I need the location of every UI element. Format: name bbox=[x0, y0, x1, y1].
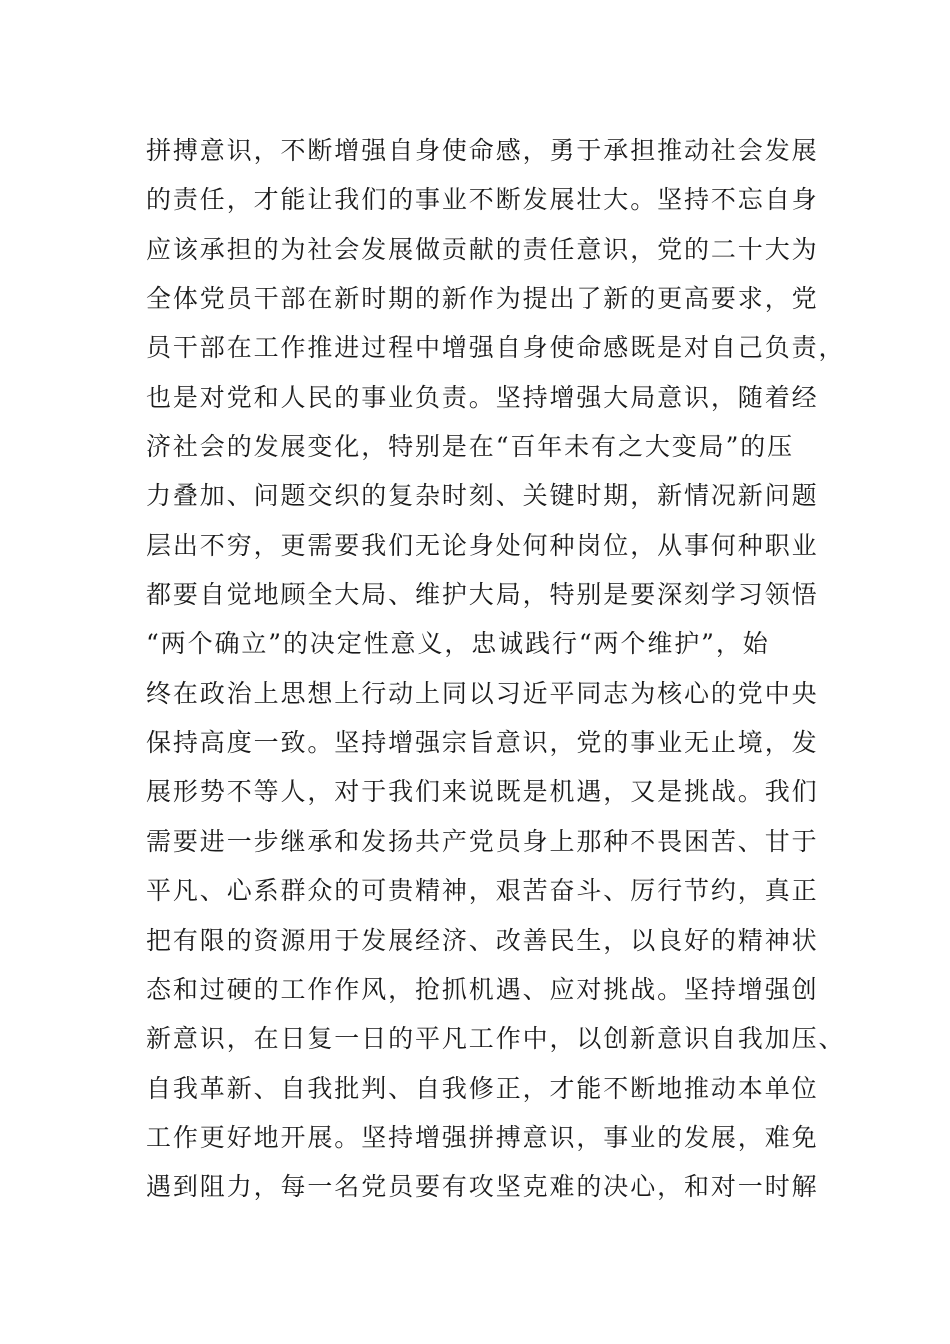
text-line-3: 应该承担的为社会发展做贡献的责任意识，党的二十大为 bbox=[146, 234, 819, 264]
text-line-8: 力叠加、问题交织的复杂时刻、关键时期，新情况新问题 bbox=[146, 481, 819, 511]
text-line-19: 新意识，在日复一日的平凡工作中，以创新意识自我加压、 bbox=[146, 1024, 846, 1054]
body-text bbox=[146, 126, 846, 1212]
text-line-17: 把有限的资源用于发展经济、改善民生，以良好的精神状 bbox=[146, 925, 819, 955]
text-line-14: 展形势不等人，对于我们来说既是机遇，又是挑战。我们 bbox=[146, 777, 819, 807]
text-line-21: 工作更好地开展。坚持增强拼搏意识，事业的发展，难免 bbox=[146, 1122, 819, 1152]
text-line-12: 终在政治上思想上行动上同以习近平同志为核心的党中央 bbox=[146, 678, 819, 708]
text-line-13: 保持高度一致。坚持增强宗旨意识，党的事业无止境，发 bbox=[146, 728, 819, 758]
text-line-18: 态和过硬的工作作风，抢抓机遇、应对挑战。坚持增强创 bbox=[146, 974, 819, 1004]
text-line-16: 平凡、心系群众的可贵精神，艰苦奋斗、厉行节约，真正 bbox=[146, 876, 819, 906]
text-line-9: 层出不穷，更需要我们无论身处何种岗位，从事何种职业 bbox=[146, 530, 819, 560]
text-line-22: 遇到阻力，每一名党员要有攻坚克难的决心，和对一时解 bbox=[146, 1172, 819, 1202]
text-line-6: 也是对党和人民的事业负责。坚持增强大局意识，随着经 bbox=[146, 382, 819, 412]
text-line-11: “两个确立”的决定性意义，忠诚践行“两个维护”，始 bbox=[146, 629, 770, 659]
text-line-4: 全体党员干部在新时期的新作为提出了新的更高要求，党 bbox=[146, 284, 819, 314]
text-line-2: 的责任，才能让我们的事业不断发展壮大。坚持不忘自身 bbox=[146, 185, 819, 215]
text-line-15: 需要进一步继承和发扬共产党员身上那种不畏困苦、甘于 bbox=[146, 826, 819, 856]
text-line-20: 自我革新、自我批判、自我修正，才能不断地推动本单位 bbox=[146, 1073, 819, 1103]
text-line-1: 拼搏意识，不断增强自身使命感，勇于承担推动社会发展 bbox=[146, 136, 819, 165]
text-line-7: 济社会的发展变化，特别是在“百年未有之大变局”的压 bbox=[146, 432, 795, 462]
text-line-5: 员干部在工作推进过程中增强自身使命感既是对自己负责， bbox=[146, 333, 846, 363]
text-line-10: 都要自觉地顾全大局、维护大局，特别是要深刻学习领悟 bbox=[146, 580, 819, 610]
